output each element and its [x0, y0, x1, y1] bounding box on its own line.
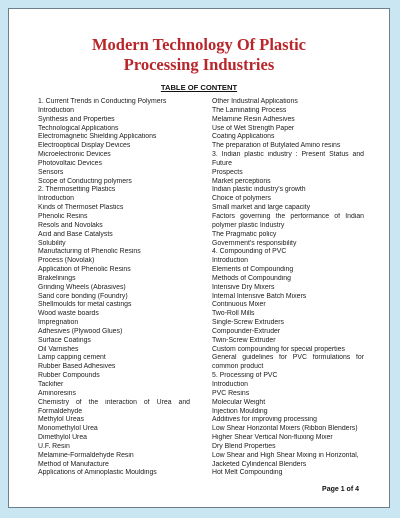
- toc-entry: Manufacturing of Phenolic Resins: [38, 248, 141, 256]
- toc-entry: Compounder-Extruder: [212, 327, 281, 335]
- toc-entry: Brakelinings: [38, 274, 76, 282]
- title-line-2: Processing Industries: [123, 55, 275, 74]
- toc-entry: Scope of Conducting polymers: [38, 177, 132, 185]
- toc-entry: Lamp capping cement: [38, 354, 106, 362]
- toc-heading: TABLE OF CONTENT: [160, 83, 238, 92]
- toc-entry: 4. Compounding of PVC: [212, 248, 287, 256]
- toc-entry: Kinds of Thermoset Plastics: [38, 204, 124, 212]
- toc-entry: Continuous Mixer: [212, 301, 266, 309]
- toc-entry: Sand core bonding (Foundry): [38, 292, 128, 300]
- toc-entry: Sensors: [38, 168, 64, 176]
- toc-entry: Two-Roll Mills: [212, 310, 255, 318]
- toc-entry: common product: [212, 363, 264, 371]
- toc-entry: Dry Blend Properties: [212, 442, 276, 450]
- toc-entry: Prospects: [212, 168, 243, 176]
- toc-entry: 3. Indian plastic industry : Present Status and: [212, 151, 364, 159]
- toc-entry: Small market and large capacity: [212, 204, 311, 212]
- toc-entry: Internal Intensive Batch Mixers: [212, 292, 307, 300]
- toc-entry: Methylol Ureas: [38, 416, 84, 424]
- toc-entry: Coating Applications: [212, 133, 275, 141]
- toc-entry: Application of Phenolic Resins: [38, 266, 131, 274]
- toc-entry: Method of Manufacture: [38, 460, 109, 468]
- toc-entry: Synthesis and Properties: [38, 115, 115, 123]
- toc-entry: Grinding Wheels (Abrasives): [38, 283, 126, 291]
- toc-left-column: [38, 98, 190, 478]
- page-number: Page 1 of 4: [322, 486, 359, 493]
- toc-entry: Single-Screw Extruders: [212, 319, 284, 327]
- toc-entry: Rubber Based Adhesives: [38, 363, 116, 371]
- toc-entry: Market perceptions: [212, 177, 271, 185]
- toc-entry: Molecular Weight: [212, 398, 266, 406]
- toc-entry: Adhesives (Plywood Glues): [38, 327, 123, 335]
- toc-entry: Aminoresins: [38, 389, 76, 397]
- toc-entry: The Pragmatic policy: [212, 230, 277, 238]
- toc-entry: Government's responsibility: [212, 239, 297, 247]
- toc-entry: Phenolic Resins: [38, 212, 88, 220]
- document-page: [8, 8, 390, 508]
- toc-entry: PVC Resins: [212, 389, 250, 397]
- toc-entry: Melamine-Formaldehyde Resin: [38, 451, 134, 459]
- toc-entry: Use of Wet Strength Paper: [212, 124, 295, 132]
- toc-entry: Introduction: [212, 381, 249, 388]
- toc-entry: U.F. Resin: [38, 442, 70, 450]
- toc-entry: Methods of Compounding: [212, 274, 291, 282]
- toc-entry: Introduction: [212, 257, 249, 265]
- toc-entry: polymer plastic Industry: [212, 221, 285, 229]
- toc-entry: Tackifier: [38, 381, 64, 388]
- toc-entry: 1. Current Trends in Conducting Polymers: [38, 98, 167, 105]
- toc-entry: Jacketed Cylinderical Blenders: [212, 460, 307, 468]
- toc-entry: Rubber Compounds: [38, 372, 100, 380]
- toc-entry: Higher Shear Vertical Non-fluxing Mixer: [212, 434, 333, 442]
- toc-entry: Hot Melt Compounding: [212, 469, 283, 477]
- toc-entry: Impregnation: [38, 319, 79, 327]
- toc-entry: Electrooptical Display Devices: [38, 142, 131, 150]
- toc-entry: Microelectronic Devices: [38, 151, 111, 159]
- toc-entry: Custom compounding for special properties: [212, 345, 345, 353]
- toc-entry: Dimethylol Urea: [38, 434, 88, 442]
- toc-entry: Surface Coatings: [38, 336, 91, 344]
- toc-entry: Solubility: [38, 239, 66, 247]
- toc-entry: Electromagnetic Shielding Applications: [38, 133, 157, 141]
- toc-entry: Elements of Compounding: [212, 266, 294, 274]
- toc-entry: Choice of polymers: [212, 195, 271, 203]
- toc-entry: Low Shear Horizontal Mixers (Ribbon Blenders): [212, 425, 358, 433]
- toc-entry: Other Industrial Applications: [212, 98, 298, 105]
- toc-entry: Technological Applications: [38, 124, 119, 132]
- toc-entry: Twin-Screw Extruder: [212, 336, 276, 344]
- toc-right-column: [212, 98, 364, 478]
- toc-entry: Chemistry of the interaction of Urea and: [38, 398, 190, 406]
- toc-entry: Acid and Base Catalysts: [38, 230, 113, 238]
- toc-entry: Intensive Dry Mixers: [212, 283, 275, 291]
- toc-entry: Indian plastic industry's growth: [212, 186, 306, 194]
- toc-entry: 5. Processing of PVC: [212, 372, 278, 380]
- toc-entry: Introduction: [38, 195, 75, 203]
- toc-entry: Melamine Resin Adhesives: [212, 115, 295, 123]
- toc-entry: Low Shear and High Shear Mixing in Horizontal,: [212, 451, 359, 459]
- toc-entry: Factors governing the performance of Indian: [212, 212, 364, 220]
- document-title: [9, 35, 389, 75]
- toc-entry: 2. Thermosetting Plastics: [38, 186, 116, 194]
- toc-entry: The preparation of Butylated Amino resins: [212, 142, 341, 150]
- toc-entry: General guidelines for PVC formulations for: [212, 354, 364, 362]
- toc-entry: Process (Novolak): [38, 257, 95, 265]
- toc-entry: Photovoltaic Devices: [38, 159, 102, 167]
- toc-entry: Resols and Novolaks: [38, 221, 103, 229]
- toc-entry: Oil Varnishes: [38, 345, 79, 353]
- toc-entry: Injection Moulding: [212, 407, 268, 415]
- toc-entry: The Laminating Process: [212, 106, 287, 114]
- title-line-1: Modern Technology Of Plastic: [91, 35, 307, 54]
- toc-entry: Wood waste boards: [38, 310, 99, 318]
- toc-entry: Formaldehyde: [38, 407, 83, 415]
- toc-entry: Monomethylol Urea: [38, 425, 98, 433]
- toc-entry: Shellmoulds for metal castings: [38, 301, 132, 309]
- toc-entry: Introduction: [38, 106, 75, 114]
- toc-entry: Applications of Aminoplastic Mouldings: [38, 469, 157, 477]
- toc-entry: Future: [212, 159, 232, 167]
- toc-entry: Additives for improving processing: [212, 416, 317, 424]
